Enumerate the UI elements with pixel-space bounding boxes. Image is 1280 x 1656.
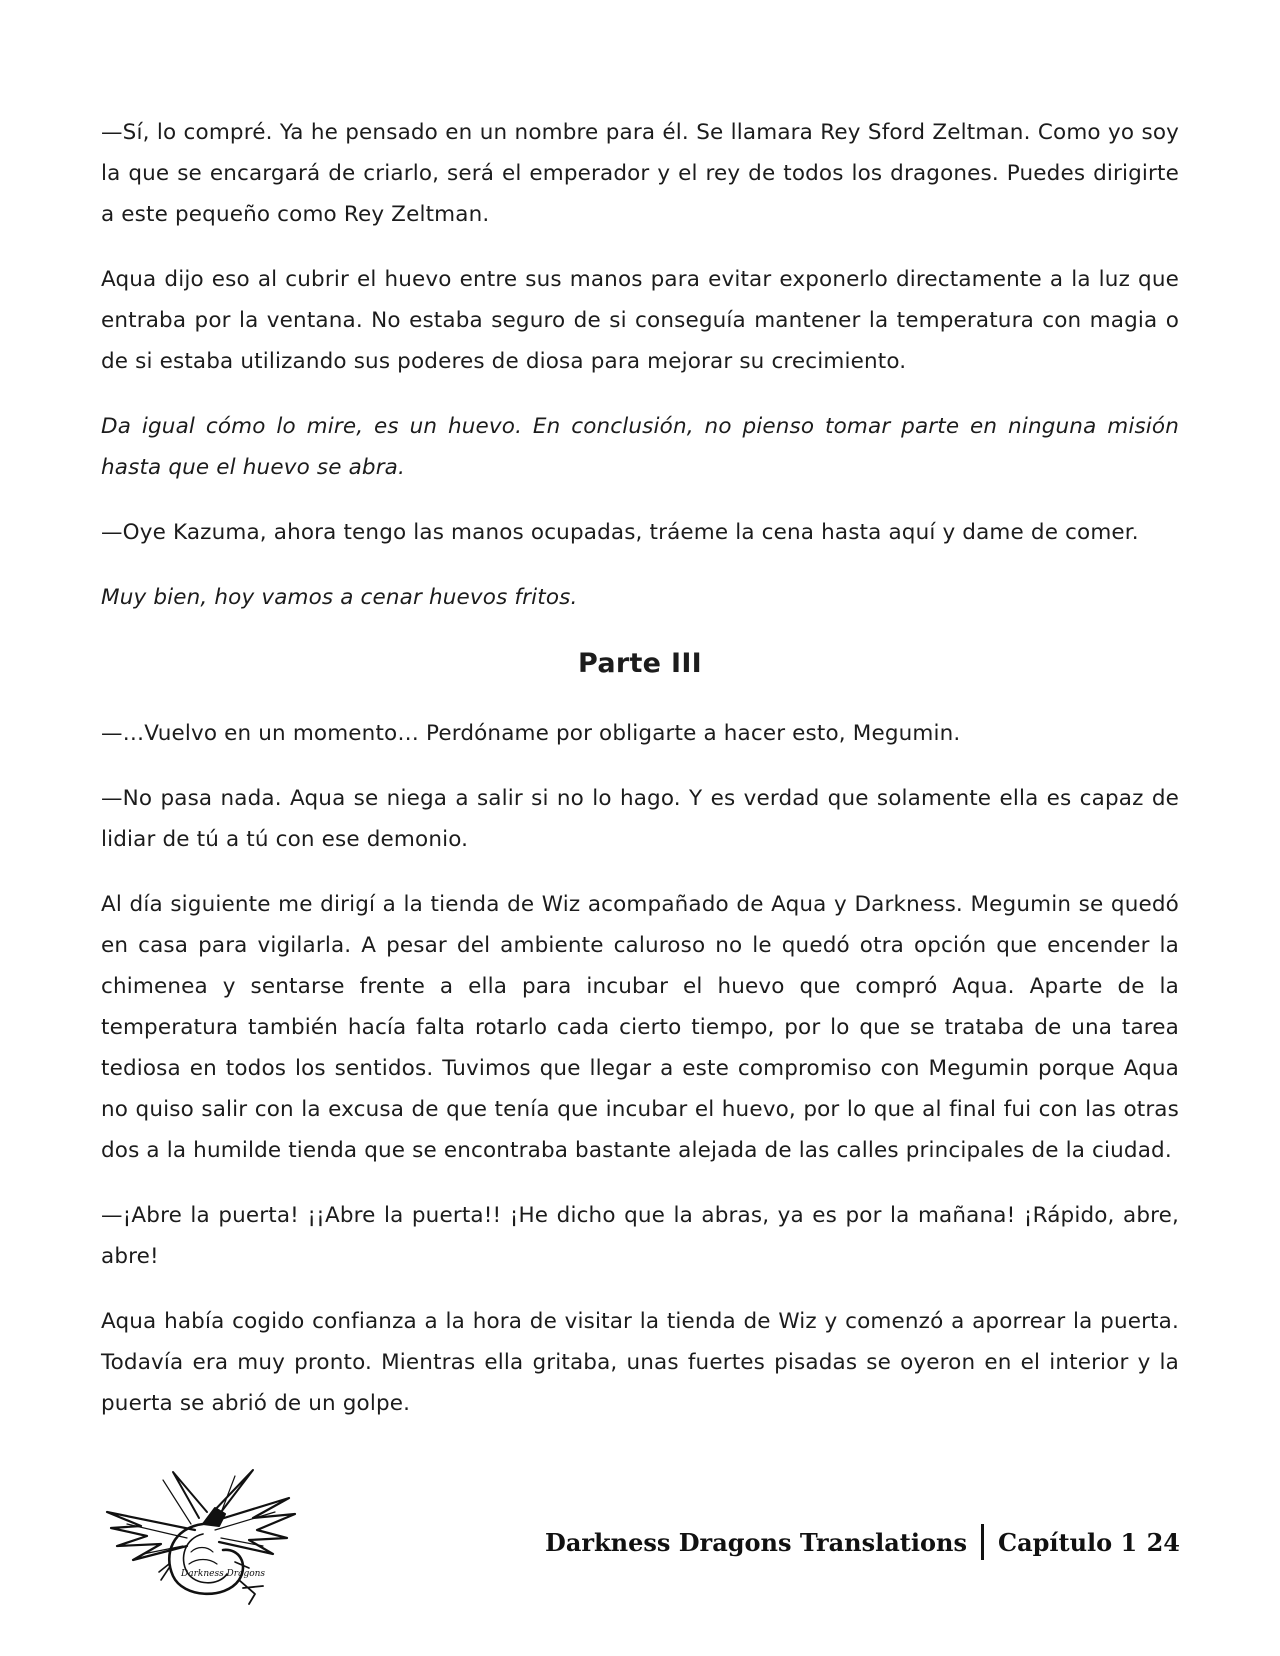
paragraph: —¡Abre la puerta! ¡¡Abre la puerta!! ¡He dicho que la abras, ya es por la mañana! ¡Rápido, abre, abre! — [101, 1203, 1179, 1269]
section-heading: Parte III — [577, 648, 703, 679]
paragraph: Aqua dijo eso al cubrir el huevo entre sus manos para evitar exponerlo directamente a la luz que entraba por la ventana. No estaba seguro de si conseguía mantener la temperatura con magia o de si estaba utilizando sus poderes de diosa para mejorar su crecimiento. — [101, 267, 1179, 374]
dragon-logo-icon — [103, 1468, 299, 1608]
footer-credits — [545, 1520, 1137, 1564]
publisher-name: Darkness Dragons Translations — [545, 1527, 967, 1557]
paragraph: Da igual cómo lo mire, es un huevo. En conclusión, no pienso tomar parte en ninguna misión hasta que el huevo se abra. — [101, 414, 1179, 480]
footer-divider — [981, 1524, 984, 1560]
paragraph: —Oye Kazuma, ahora tengo las manos ocupadas, tráeme la cena hasta aquí y dame de comer. — [101, 520, 1139, 545]
paragraph: —…Vuelvo en un momento… Perdóname por obligarte a hacer esto, Megumin. — [101, 721, 961, 746]
paragraph: Aqua había cogido confianza a la hora de visitar la tienda de Wiz y comenzó a aporrear la puerta. Todavía era muy pronto. Mientras ella gritaba, unas fuertes pisadas se oyeron en el interior y la puerta se abrió de un golpe. — [101, 1309, 1179, 1416]
page-body — [101, 112, 1179, 1448]
chapter-label: Capítulo 1 — [997, 1527, 1138, 1557]
paragraph: Muy bien, hoy vamos a cenar huevos fritos. — [101, 585, 578, 610]
paragraph: —Sí, lo compré. Ya he pensado en un nombre para él. Se llamara Rey Sford Zeltman. Como yo soy la que se encargará de criarlo, será el emperador y el rey de todos los dragones. Puedes dirigirte a este pequeño como Rey Zeltman. — [101, 120, 1179, 227]
paragraphs-after — [101, 713, 1179, 1424]
paragraphs-before — [101, 112, 1179, 618]
paragraph: —No pasa nada. Aqua se niega a salir si no lo hago. Y es verdad que solamente ella es capaz de lidiar de tú a tú con ese demonio. — [101, 786, 1179, 852]
page-number: 24 — [1146, 1527, 1180, 1557]
logo-text: Darkness Dragons — [181, 1569, 266, 1579]
paragraph: Al día siguiente me dirigí a la tienda de Wiz acompañado de Aqua y Darkness. Megumin se quedó en casa para vigilarla. A pesar del ambiente caluroso no le quedó otra opción que encender la chimenea y sentarse frente a ella para incubar el huevo que compró Aqua. Aparte de la temperatura también hacía falta rotarlo cada cierto tiempo, por lo que se trataba de una tarea tediosa en todos los sentidos. Tuvimos que llegar a este compromiso con Megumin porque Aqua no quiso salir con la excusa de que tenía que incubar el huevo, por lo que al final fui con las otras dos a la humilde tienda que se encontraba bastante alejada de las calles principales de la ciudad. — [101, 892, 1179, 1163]
